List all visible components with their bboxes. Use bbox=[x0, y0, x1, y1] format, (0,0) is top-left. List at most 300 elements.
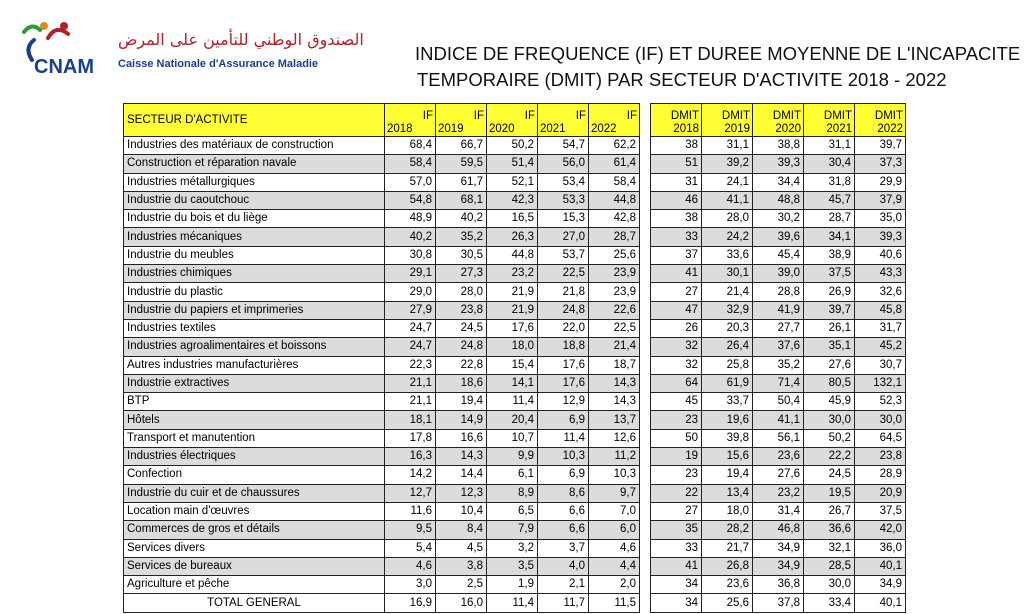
if-header-year: 2018 bbox=[387, 123, 413, 135]
dmit-value: 132,1 bbox=[855, 374, 906, 392]
dmit-value: 42,0 bbox=[855, 521, 906, 539]
dmit-value: 26,4 bbox=[702, 338, 753, 356]
if-value: 15,4 bbox=[487, 356, 538, 374]
column-gap bbox=[640, 374, 651, 392]
if-value: 16,5 bbox=[487, 210, 538, 228]
dmit-value: 41,9 bbox=[753, 301, 804, 319]
sector-name: BTP bbox=[124, 393, 385, 411]
title-line-2: TEMPORAIRE (DMIT) PAR SECTEUR D'ACTIVITE 2018 - 2022 bbox=[417, 69, 947, 90]
if-value: 14,3 bbox=[589, 374, 640, 392]
if-value: 8,9 bbox=[487, 484, 538, 502]
sector-name: Transport et manutention bbox=[124, 429, 385, 447]
if-value: 10,3 bbox=[538, 448, 589, 466]
dmit-value: 37,5 bbox=[804, 265, 855, 283]
if-value: 17,6 bbox=[487, 319, 538, 337]
dmit-value: 33,6 bbox=[702, 246, 753, 264]
sector-name: Industries métallurgiques bbox=[124, 173, 385, 191]
sector-table bbox=[123, 103, 906, 613]
column-gap bbox=[640, 502, 651, 520]
if-value: 24,7 bbox=[385, 319, 436, 337]
table-row bbox=[124, 338, 906, 356]
dmit-value: 30,7 bbox=[855, 356, 906, 374]
sector-name: Services de bureaux bbox=[124, 557, 385, 575]
if-value: 22,0 bbox=[538, 319, 589, 337]
dmit-value: 23 bbox=[651, 411, 702, 429]
dmit-header-top: DMIT bbox=[823, 110, 852, 122]
if-value: 40,2 bbox=[436, 210, 487, 228]
if-value: 16,0 bbox=[436, 594, 487, 612]
if-value: 10,3 bbox=[589, 466, 640, 484]
dmit-value: 23,2 bbox=[753, 484, 804, 502]
sector-name: Industries des matériaux de construction bbox=[124, 137, 385, 155]
dmit-value: 37,6 bbox=[753, 338, 804, 356]
if-value: 27,9 bbox=[385, 301, 436, 319]
dmit-value: 27 bbox=[651, 502, 702, 520]
if-value: 26,3 bbox=[487, 228, 538, 246]
dmit-value: 19,6 bbox=[702, 411, 753, 429]
dmit-header bbox=[702, 104, 753, 137]
dmit-value: 27 bbox=[651, 283, 702, 301]
if-value: 59,5 bbox=[436, 155, 487, 173]
dmit-value: 71,4 bbox=[753, 374, 804, 392]
column-gap bbox=[640, 246, 651, 264]
table-row bbox=[124, 393, 906, 411]
dmit-value: 48,8 bbox=[753, 191, 804, 209]
if-value: 18,7 bbox=[589, 356, 640, 374]
if-value: 16,6 bbox=[436, 429, 487, 447]
column-gap bbox=[640, 484, 651, 502]
if-header-top: IF bbox=[575, 110, 586, 122]
if-value: 66,7 bbox=[436, 137, 487, 155]
dmit-value: 30,0 bbox=[804, 411, 855, 429]
sector-name: Industrie du papiers et imprimeries bbox=[124, 301, 385, 319]
table-row bbox=[124, 155, 906, 173]
dmit-value: 28,8 bbox=[753, 283, 804, 301]
if-value: 6,5 bbox=[487, 502, 538, 520]
dmit-value: 41,1 bbox=[702, 191, 753, 209]
dmit-value: 21,7 bbox=[702, 539, 753, 557]
if-header-top: IF bbox=[473, 110, 484, 122]
if-value: 57,0 bbox=[385, 173, 436, 191]
sector-name: Industrie du caoutchouc bbox=[124, 191, 385, 209]
if-value: 23,8 bbox=[436, 301, 487, 319]
if-value: 21,1 bbox=[385, 374, 436, 392]
dmit-value: 27,7 bbox=[753, 319, 804, 337]
dmit-value: 35,1 bbox=[804, 338, 855, 356]
dmit-value: 21,4 bbox=[702, 283, 753, 301]
dmit-value: 13,4 bbox=[702, 484, 753, 502]
if-value: 9,7 bbox=[589, 484, 640, 502]
if-header-top: IF bbox=[422, 110, 433, 122]
column-gap bbox=[640, 576, 651, 594]
dmit-value: 23,6 bbox=[753, 448, 804, 466]
dmit-value: 31,7 bbox=[855, 319, 906, 337]
dmit-value: 45,9 bbox=[804, 393, 855, 411]
column-gap bbox=[640, 173, 651, 191]
if-value: 28,7 bbox=[589, 228, 640, 246]
dmit-header-top: DMIT bbox=[670, 110, 699, 122]
if-value: 10,7 bbox=[487, 429, 538, 447]
if-value: 22,5 bbox=[538, 265, 589, 283]
table-row bbox=[124, 466, 906, 484]
dmit-header-year: 2022 bbox=[877, 123, 903, 135]
if-header bbox=[538, 104, 589, 137]
if-value: 48,9 bbox=[385, 210, 436, 228]
column-gap bbox=[640, 466, 651, 484]
if-value: 3,8 bbox=[436, 557, 487, 575]
if-value: 10,4 bbox=[436, 502, 487, 520]
if-value: 22,5 bbox=[589, 319, 640, 337]
if-value: 16,3 bbox=[385, 448, 436, 466]
if-value: 17,8 bbox=[385, 429, 436, 447]
dmit-value: 30,0 bbox=[804, 576, 855, 594]
if-value: 22,8 bbox=[436, 356, 487, 374]
dmit-header bbox=[804, 104, 855, 137]
if-value: 8,4 bbox=[436, 521, 487, 539]
if-value: 51,4 bbox=[487, 155, 538, 173]
dmit-value: 31,1 bbox=[702, 137, 753, 155]
if-value: 21,9 bbox=[487, 301, 538, 319]
dmit-value: 37,9 bbox=[855, 191, 906, 209]
if-value: 14,1 bbox=[487, 374, 538, 392]
table-row bbox=[124, 301, 906, 319]
dmit-value: 28,7 bbox=[804, 210, 855, 228]
dmit-value: 34,9 bbox=[855, 576, 906, 594]
if-value: 11,4 bbox=[487, 393, 538, 411]
dmit-value: 23,8 bbox=[855, 448, 906, 466]
dmit-value: 46 bbox=[651, 191, 702, 209]
if-value: 5,4 bbox=[385, 539, 436, 557]
dmit-value: 20,3 bbox=[702, 319, 753, 337]
dmit-value: 32 bbox=[651, 356, 702, 374]
dmit-value: 52,3 bbox=[855, 393, 906, 411]
if-value: 6,6 bbox=[538, 521, 589, 539]
if-value: 25,6 bbox=[589, 246, 640, 264]
dmit-value: 22,2 bbox=[804, 448, 855, 466]
if-value: 15,3 bbox=[538, 210, 589, 228]
dmit-value: 40,1 bbox=[855, 594, 906, 612]
if-value: 1,9 bbox=[487, 576, 538, 594]
if-value: 3,7 bbox=[538, 539, 589, 557]
if-value: 54,7 bbox=[538, 137, 589, 155]
dmit-value: 23,6 bbox=[702, 576, 753, 594]
dmit-value: 26 bbox=[651, 319, 702, 337]
if-value: 2,1 bbox=[538, 576, 589, 594]
sector-name: Industrie du meubles bbox=[124, 246, 385, 264]
if-header bbox=[487, 104, 538, 137]
table-row bbox=[124, 374, 906, 392]
column-gap bbox=[640, 191, 651, 209]
if-value: 62,2 bbox=[589, 137, 640, 155]
if-value: 53,7 bbox=[538, 246, 589, 264]
dmit-value: 51 bbox=[651, 155, 702, 173]
dmit-value: 30,4 bbox=[804, 155, 855, 173]
sector-header: SECTEUR D'ACTIVITE bbox=[124, 104, 385, 137]
dmit-header bbox=[651, 104, 702, 137]
if-header-year: 2019 bbox=[438, 123, 464, 135]
if-value: 21,4 bbox=[589, 338, 640, 356]
dmit-header-year: 2019 bbox=[724, 123, 750, 135]
table-row bbox=[124, 283, 906, 301]
dmit-value: 15,6 bbox=[702, 448, 753, 466]
table-row bbox=[124, 356, 906, 374]
dmit-value: 39,8 bbox=[702, 429, 753, 447]
dmit-value: 45,7 bbox=[804, 191, 855, 209]
dmit-value: 33 bbox=[651, 228, 702, 246]
dmit-value: 35 bbox=[651, 521, 702, 539]
sector-name: Autres industries manufacturières bbox=[124, 356, 385, 374]
if-value: 11,4 bbox=[538, 429, 589, 447]
table-row bbox=[124, 521, 906, 539]
if-value: 19,4 bbox=[436, 393, 487, 411]
if-header bbox=[589, 104, 640, 137]
if-value: 44,8 bbox=[487, 246, 538, 264]
dmit-value: 31,8 bbox=[804, 173, 855, 191]
dmit-value: 36,0 bbox=[855, 539, 906, 557]
if-value: 22,6 bbox=[589, 301, 640, 319]
sector-name: Services divers bbox=[124, 539, 385, 557]
table-row bbox=[124, 539, 906, 557]
if-header bbox=[436, 104, 487, 137]
dmit-value: 19,5 bbox=[804, 484, 855, 502]
sector-name: Construction et réparation navale bbox=[124, 155, 385, 173]
if-value: 4,6 bbox=[385, 557, 436, 575]
sector-name: Industries agroalimentaires et boissons bbox=[124, 338, 385, 356]
sector-name: Industrie du cuir et de chaussures bbox=[124, 484, 385, 502]
if-value: 68,4 bbox=[385, 137, 436, 155]
if-value: 24,8 bbox=[538, 301, 589, 319]
table-row bbox=[124, 246, 906, 264]
if-value: 40,2 bbox=[385, 228, 436, 246]
if-value: 53,3 bbox=[538, 191, 589, 209]
if-value: 18,1 bbox=[385, 411, 436, 429]
dmit-value: 18,0 bbox=[702, 502, 753, 520]
sector-name: Industries chimiques bbox=[124, 265, 385, 283]
column-gap bbox=[640, 210, 651, 228]
dmit-value: 39,3 bbox=[753, 155, 804, 173]
if-value: 14,3 bbox=[436, 448, 487, 466]
dmit-value: 37 bbox=[651, 246, 702, 264]
dmit-value: 38,9 bbox=[804, 246, 855, 264]
dmit-header-top: DMIT bbox=[874, 110, 903, 122]
column-gap bbox=[640, 393, 651, 411]
dmit-value: 41 bbox=[651, 265, 702, 283]
dmit-value: 45,4 bbox=[753, 246, 804, 264]
if-value: 16,9 bbox=[385, 594, 436, 612]
dmit-value: 32,1 bbox=[804, 539, 855, 557]
dmit-value: 28,9 bbox=[855, 466, 906, 484]
if-value: 68,1 bbox=[436, 191, 487, 209]
if-header bbox=[385, 104, 436, 137]
if-value: 29,1 bbox=[385, 265, 436, 283]
if-value: 50,2 bbox=[487, 137, 538, 155]
if-value: 27,0 bbox=[538, 228, 589, 246]
logo-arabic-name: الصندوق الوطني للتأمين على المرض bbox=[118, 30, 364, 49]
dmit-value: 31,4 bbox=[753, 502, 804, 520]
dmit-value: 33,7 bbox=[702, 393, 753, 411]
dmit-value: 80,5 bbox=[804, 374, 855, 392]
if-value: 3,2 bbox=[487, 539, 538, 557]
if-value: 27,3 bbox=[436, 265, 487, 283]
if-value: 9,5 bbox=[385, 521, 436, 539]
dmit-value: 50,2 bbox=[804, 429, 855, 447]
dmit-value: 38,8 bbox=[753, 137, 804, 155]
if-value: 24,5 bbox=[436, 319, 487, 337]
table-row bbox=[124, 210, 906, 228]
dmit-value: 64 bbox=[651, 374, 702, 392]
dmit-value: 30,0 bbox=[855, 411, 906, 429]
table-row bbox=[124, 319, 906, 337]
dmit-value: 27,6 bbox=[804, 356, 855, 374]
logo-acronym: CNAM bbox=[34, 56, 94, 78]
column-gap bbox=[640, 557, 651, 575]
if-value: 23,9 bbox=[589, 283, 640, 301]
dmit-value: 34,9 bbox=[753, 557, 804, 575]
dmit-value: 37,3 bbox=[855, 155, 906, 173]
table-row bbox=[124, 228, 906, 246]
if-value: 23,9 bbox=[589, 265, 640, 283]
column-gap bbox=[640, 319, 651, 337]
if-value: 30,5 bbox=[436, 246, 487, 264]
if-value: 7,0 bbox=[589, 502, 640, 520]
dmit-value: 43,3 bbox=[855, 265, 906, 283]
dmit-value: 39,7 bbox=[804, 301, 855, 319]
table-row bbox=[124, 484, 906, 502]
dmit-value: 26,8 bbox=[702, 557, 753, 575]
column-gap bbox=[640, 594, 651, 612]
dmit-value: 41 bbox=[651, 557, 702, 575]
dmit-header bbox=[855, 104, 906, 137]
dmit-value: 32 bbox=[651, 338, 702, 356]
sector-name: Industrie extractives bbox=[124, 374, 385, 392]
dmit-value: 39,6 bbox=[753, 228, 804, 246]
dmit-value: 45,2 bbox=[855, 338, 906, 356]
if-header-top: IF bbox=[524, 110, 535, 122]
if-value: 6,9 bbox=[538, 411, 589, 429]
column-gap bbox=[640, 539, 651, 557]
if-value: 28,0 bbox=[436, 283, 487, 301]
if-value: 12,7 bbox=[385, 484, 436, 502]
if-value: 11,2 bbox=[589, 448, 640, 466]
dmit-value: 37,8 bbox=[753, 594, 804, 612]
if-header-year: 2022 bbox=[591, 123, 617, 135]
if-value: 12,9 bbox=[538, 393, 589, 411]
if-value: 4,4 bbox=[589, 557, 640, 575]
dmit-value: 34,4 bbox=[753, 173, 804, 191]
if-value: 4,5 bbox=[436, 539, 487, 557]
if-value: 12,3 bbox=[436, 484, 487, 502]
dmit-value: 36,8 bbox=[753, 576, 804, 594]
if-value: 3,5 bbox=[487, 557, 538, 575]
dmit-value: 38 bbox=[651, 210, 702, 228]
if-value: 24,8 bbox=[436, 338, 487, 356]
if-value: 18,8 bbox=[538, 338, 589, 356]
sector-name: Confection bbox=[124, 466, 385, 484]
if-value: 2,0 bbox=[589, 576, 640, 594]
column-gap bbox=[640, 283, 651, 301]
dmit-value: 34,1 bbox=[804, 228, 855, 246]
if-value: 22,3 bbox=[385, 356, 436, 374]
if-value: 13,7 bbox=[589, 411, 640, 429]
dmit-value: 39,2 bbox=[702, 155, 753, 173]
if-header-top: IF bbox=[626, 110, 637, 122]
dmit-value: 23 bbox=[651, 466, 702, 484]
if-header-year: 2020 bbox=[489, 123, 515, 135]
sector-name: TOTAL GENERAL bbox=[124, 594, 385, 612]
cnam-logo bbox=[18, 18, 364, 80]
if-value: 3,0 bbox=[385, 576, 436, 594]
if-value: 23,2 bbox=[487, 265, 538, 283]
table-row bbox=[124, 429, 906, 447]
dmit-value: 31 bbox=[651, 173, 702, 191]
column-gap bbox=[640, 448, 651, 466]
sector-name: Industrie du bois et du liège bbox=[124, 210, 385, 228]
dmit-value: 35,0 bbox=[855, 210, 906, 228]
column-gap bbox=[640, 228, 651, 246]
column-gap bbox=[640, 301, 651, 319]
dmit-value: 46,8 bbox=[753, 521, 804, 539]
logo-french-name: Caisse Nationale d'Assurance Maladie bbox=[118, 58, 319, 70]
dmit-value: 24,5 bbox=[804, 466, 855, 484]
if-value: 29,0 bbox=[385, 283, 436, 301]
if-value: 53,4 bbox=[538, 173, 589, 191]
dmit-value: 37,5 bbox=[855, 502, 906, 520]
if-value: 52,1 bbox=[487, 173, 538, 191]
dmit-value: 56,1 bbox=[753, 429, 804, 447]
dmit-value: 28,2 bbox=[702, 521, 753, 539]
column-gap bbox=[640, 411, 651, 429]
if-value: 20,4 bbox=[487, 411, 538, 429]
if-value: 54,8 bbox=[385, 191, 436, 209]
if-value: 44,8 bbox=[589, 191, 640, 209]
dmit-value: 24,2 bbox=[702, 228, 753, 246]
if-value: 6,0 bbox=[589, 521, 640, 539]
sector-name: Industries textiles bbox=[124, 319, 385, 337]
column-gap bbox=[640, 356, 651, 374]
if-value: 21,8 bbox=[538, 283, 589, 301]
table-row bbox=[124, 137, 906, 155]
column-gap bbox=[640, 265, 651, 283]
dmit-value: 50,4 bbox=[753, 393, 804, 411]
if-value: 11,5 bbox=[589, 594, 640, 612]
title-line-1: INDICE DE FREQUENCE (IF) ET DUREE MOYENNE DE L'INCAPACITE bbox=[415, 43, 1021, 64]
table-header-row bbox=[124, 104, 906, 137]
if-value: 24,7 bbox=[385, 338, 436, 356]
if-value: 14,2 bbox=[385, 466, 436, 484]
dmit-value: 19,4 bbox=[702, 466, 753, 484]
dmit-value: 61,9 bbox=[702, 374, 753, 392]
dmit-value: 34 bbox=[651, 576, 702, 594]
if-value: 30,8 bbox=[385, 246, 436, 264]
table-row bbox=[124, 411, 906, 429]
dmit-value: 22 bbox=[651, 484, 702, 502]
table-row bbox=[124, 576, 906, 594]
table-row bbox=[124, 557, 906, 575]
dmit-value: 34 bbox=[651, 594, 702, 612]
dmit-header-year: 2018 bbox=[673, 123, 699, 135]
dmit-value: 26,9 bbox=[804, 283, 855, 301]
dmit-value: 31,1 bbox=[804, 137, 855, 155]
sector-name: Industries mécaniques bbox=[124, 228, 385, 246]
dmit-value: 38 bbox=[651, 137, 702, 155]
if-value: 58,4 bbox=[589, 173, 640, 191]
dmit-value: 32,9 bbox=[702, 301, 753, 319]
dmit-value: 26,7 bbox=[804, 502, 855, 520]
dmit-value: 26,1 bbox=[804, 319, 855, 337]
dmit-header-top: DMIT bbox=[772, 110, 801, 122]
dmit-value: 29,9 bbox=[855, 173, 906, 191]
dmit-header-year: 2020 bbox=[775, 123, 801, 135]
